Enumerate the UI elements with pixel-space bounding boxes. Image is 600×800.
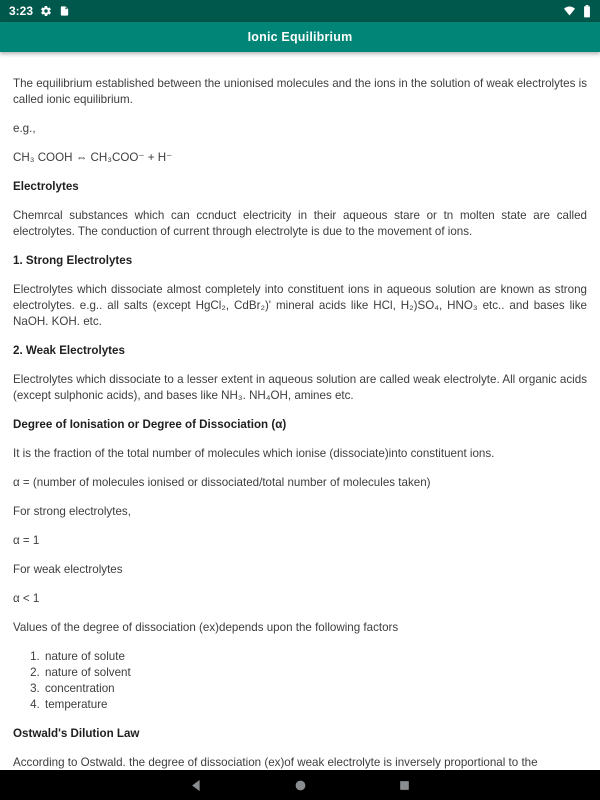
intro-paragraph: The equilibrium established between the unionised molecules and the ions in the solution of weak electrolytes is called ionic equilibrium. [13,77,587,106]
recents-icon [398,779,411,792]
factors-intro-paragraph: Values of the degree of dissociation (ex)depends upon the following factors [13,621,399,634]
alpha-formula: α = (number of molecules ionised or dissociated/total number of molecules taken) [13,476,431,489]
chemical-equation: CH₃ COOH ⇔ CH₃COO⁻ + H⁻ [13,151,173,164]
heading-electrolytes: Electrolytes [13,180,79,193]
list-item: 3. concentration [43,681,587,697]
factors-list [13,649,587,713]
list-item: 2. nature of solvent [43,665,587,681]
app-bar [0,22,600,52]
heading-degree-of-ionisation: Degree of Ionisation or Degree of Dissociation (α) [13,418,287,431]
strong-electrolytes-paragraph: Electrolytes which dissociate almost completely into constituent ions in aqueous solution are known as strong electrolytes. e.g.. all salts (except HgCl₂, CdBr₂)' mineral acids like HCl, H₂)SO₄, HNO₃ etc.. and bases like NaOH. KOH. etc. [13,283,587,328]
settings-icon [40,5,52,17]
back-icon [189,778,204,793]
heading-strong-electrolytes: 1. Strong Electrolytes [13,254,133,267]
example-label: e.g., [13,122,36,135]
weak-electrolytes-label: For weak electrolytes [13,563,123,576]
back-button[interactable] [185,774,207,796]
article-scroll-area[interactable] [0,52,600,770]
heading-ostwalds-dilution-law: Ostwald's Dilution Law [13,727,140,740]
navigation-bar [0,770,600,800]
weak-electrolytes-paragraph: Electrolytes which dissociate to a lesser extent in aqueous solution are called weak electrolyte. All organic acids (except sulphonic acids), and bases like NH₃. NH₄OH, amines etc. [13,373,587,402]
ostwald-paragraph: According to Ostwald. the degree of dissociation (ex)of weak electrolyte is inversely proportional to the [13,756,538,769]
strong-electrolytes-label: For strong electrolytes, [13,505,131,518]
wifi-icon [563,5,576,17]
battery-icon [583,5,591,18]
file-icon [59,5,70,17]
electrolytes-paragraph: Chemrcal substances which can ccnduct electricity in their aqueous stare or tn molten state are called electrolytes. The conduction of current through electrolyte is due to the movement of ions. [13,209,587,238]
list-item: 4. temperature [43,697,587,713]
page-title: Ionic Equilibrium [247,30,353,44]
recents-button[interactable] [393,774,415,796]
heading-weak-electrolytes: 2. Weak Electrolytes [13,344,125,357]
status-bar [0,0,600,22]
home-button[interactable] [289,774,311,796]
alpha-equals-one: α = 1 [13,534,40,547]
degree-definition-paragraph: It is the fraction of the total number of molecules which ionise (dissociate)into constituent ions. [13,447,495,460]
alpha-less-than-one: α < 1 [13,592,40,605]
clock: 3:23 [9,4,34,18]
list-item: 1. nature of solute [43,649,587,665]
home-icon [294,779,307,792]
